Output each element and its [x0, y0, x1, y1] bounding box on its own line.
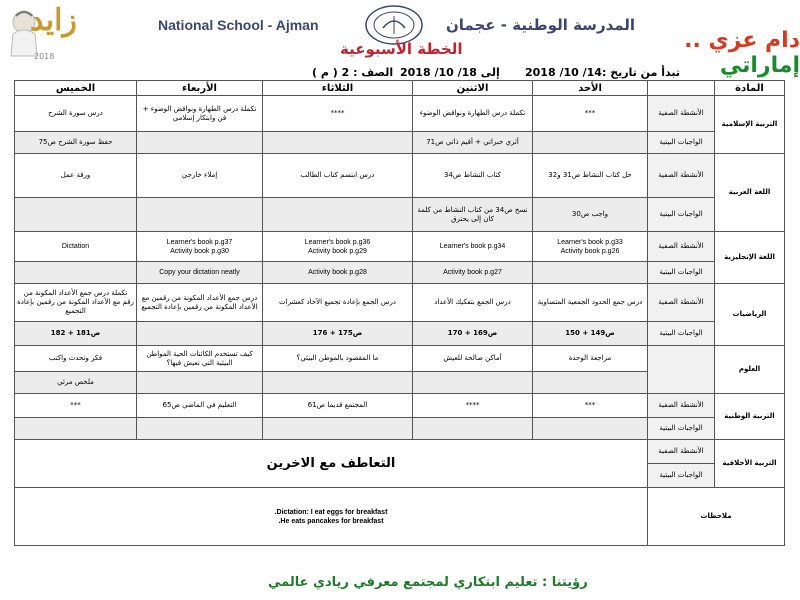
row-type-homework: الواجبات البيتية [648, 418, 715, 440]
english-act-sun-line2: Activity book p.g26 [560, 247, 620, 255]
islamic-act-thu: درس سورة الشرح [15, 96, 137, 132]
math-act-sun: درس جمع الحدود الجمعية المتساوية [533, 284, 648, 322]
math-hw-wed [137, 322, 263, 346]
row-type-homework: الواجبات البيتية [648, 262, 715, 284]
science-hw-thu: ملخص مرئي [15, 372, 137, 394]
english-act-wed-line1: Learner's book p.g37 [166, 238, 233, 246]
math-hw-mon: ص169 + 170 [413, 322, 533, 346]
vision-statement: رؤيتنا : تعليم ابتكاري لمجتمع معرفي ريادي عالمي [268, 575, 588, 590]
science-act-sun: مراجعة الوحدة [533, 346, 648, 372]
header-type [648, 81, 715, 96]
header-subject: المادة [715, 81, 785, 96]
zayed-logo-year: 2018 [34, 52, 55, 61]
row-type-activities: الأنشطة الصفية [648, 96, 715, 132]
arabic-act-sun: حل كتاب النشاط ص31 و32 [533, 154, 648, 198]
national-hw-tue [263, 418, 413, 440]
islamic-hw-mon: أثري خبراتي + أقيم ذاتي ص71 [413, 132, 533, 154]
islamic-hw-wed [137, 132, 263, 154]
notes-label: ملاحظات [648, 488, 785, 546]
math-act-thu: تكملة درس جمع الأعداد المكونة من رقم مع الأعداد المكونة من رقمين بإعادة التجميع [15, 284, 137, 322]
science-act-mon: أماكن صالحة للعيش [413, 346, 533, 372]
school-name-ar: المدرسة الوطنية - عجمان [446, 16, 636, 34]
row-type-activities: الأنشطة الصفية [648, 284, 715, 322]
arabic-hw-thu [15, 198, 137, 232]
english-hw-mon: Activity book p.g27 [413, 262, 533, 284]
science-type-cell [648, 346, 715, 394]
national-hw-wed [137, 418, 263, 440]
math-hw-thu: ص181 + 182 [15, 322, 137, 346]
math-hw-tue: ص175 + 176 [263, 322, 413, 346]
math-hw-sun: ص149 + 150 [533, 322, 648, 346]
national-act-mon: **** [413, 394, 533, 418]
science-hw-tue [263, 372, 413, 394]
islamic-act-wed: تكملة درس الطهارة ونواقض الوضوء + فن وابتكار إسلامي [137, 96, 263, 132]
slogan-part2: إماراتي [719, 53, 800, 78]
date-to: إلى 18/ 10/ 2018 [400, 66, 500, 79]
english-act-wed-line2: Activity book p.g30 [170, 247, 229, 255]
english-hw-tue: Activity book p.g28 [263, 262, 413, 284]
row-type-homework: الواجبات البيتية [648, 132, 715, 154]
school-name-en: National School - Ajman [158, 17, 319, 33]
row-type-activities: الأنشطة الصفية [648, 394, 715, 418]
row-type-homework: الواجبات البيتية [648, 198, 715, 232]
islamic-hw-tue [263, 132, 413, 154]
arabic-act-wed: إملاء خارجي [137, 154, 263, 198]
english-act-mon: Learner's book p.g34 [413, 232, 533, 262]
row-type-homework: الواجبات البيتية [648, 322, 715, 346]
notes-line-1: Dictation: I eat eggs for breakfast. [274, 508, 388, 516]
english-hw-sun [533, 262, 648, 284]
math-act-wed: درس جمع الأعداد المكونة من رقمين مع الأعداد المكونة من رقمين بإعادة التجميع [137, 284, 263, 322]
national-act-sun: *** [533, 394, 648, 418]
row-type-activities: الأنشطة الصفية [648, 154, 715, 198]
arabic-act-mon: كتاب النشاط ص34 [413, 154, 533, 198]
science-hw-sun [533, 372, 648, 394]
english-act-sun-line1: Learner's book p.g33 [557, 238, 623, 246]
islamic-hw-sun [533, 132, 648, 154]
subject-math: الرياضيات [715, 284, 785, 346]
moral-content: التعاطف مع الاخرين [15, 440, 648, 488]
subject-arabic: اللغة العربية [715, 154, 785, 232]
english-act-sun [533, 232, 648, 262]
subject-moral: التربية الأخلاقية [715, 440, 785, 488]
header-tue: الثلاثاء [263, 81, 413, 96]
national-act-thu: *** [15, 394, 137, 418]
english-act-tue-line1: Learner's book p.g36 [304, 238, 371, 246]
subject-national: التربية الوطنية [715, 394, 785, 440]
science-act-tue: ما المقصود بالموطن البيئي؟ [263, 346, 413, 372]
islamic-act-tue: **** [263, 96, 413, 132]
national-act-wed: التعليم في الماضي ص65 [137, 394, 263, 418]
arabic-hw-sun: واجب ص30 [533, 198, 648, 232]
english-hw-wed: Copy your dictation neatly [137, 262, 263, 284]
slogan-part1: دام عزي .. [684, 28, 800, 53]
date-from: تبدأ من تاريخ :14/ 10/ 2018 [525, 66, 680, 79]
national-hw-thu [15, 418, 137, 440]
weekly-plan-table [14, 80, 785, 546]
zayed-logo-text: زايد [30, 3, 77, 38]
science-act-thu: فكر وتحدث واكتب [15, 346, 137, 372]
notes-line-2: He eats pancakes for breakfast. [278, 517, 384, 525]
islamic-act-sun: *** [533, 96, 648, 132]
arabic-hw-tue [263, 198, 413, 232]
row-type-homework: الواجبات البيتية [648, 464, 715, 488]
row-type-activities: الأنشطة الصفية [648, 232, 715, 262]
arabic-act-tue: درس ابتسم كتاب الطالب [263, 154, 413, 198]
header-mon: الاثنين [413, 81, 533, 96]
science-act-wed: كيف تستخدم الكائنات الحية المواطن البيئية التي تعيش فيها؟ [137, 346, 263, 372]
english-act-thu: Dictation [15, 232, 137, 262]
notes-content [15, 488, 648, 546]
header-wed: الأربعاء [137, 81, 263, 96]
page-title: الخطة الأسبوعية [340, 40, 463, 58]
header-thu: الخميس [15, 81, 137, 96]
subject-islamic: التربية الإسلامية [715, 96, 785, 154]
arabic-act-thu: ورقة عمل [15, 154, 137, 198]
national-hw-mon [413, 418, 533, 440]
class-label: الصف : 2 ( م ) [312, 66, 394, 79]
header-sun: الأحد [533, 81, 648, 96]
english-hw-thu [15, 262, 137, 284]
english-act-tue-line2: Activity book p.g29 [308, 247, 367, 255]
national-act-tue: المجتمع قديما ص61 [263, 394, 413, 418]
islamic-act-mon: تكملة درس الطهارة ونواقض الوضوء [413, 96, 533, 132]
subject-science: العلوم [715, 346, 785, 394]
arabic-hw-mon: نسخ ص34 من كتاب النشاط من كلمة كان إلى يحترق [413, 198, 533, 232]
arabic-hw-wed [137, 198, 263, 232]
english-act-tue [263, 232, 413, 262]
science-hw-mon [413, 372, 533, 394]
english-act-wed [137, 232, 263, 262]
national-hw-sun [533, 418, 648, 440]
row-type-activities: الأنشطة الصفية [648, 440, 715, 464]
subject-english: اللغة الإنجليزية [715, 232, 785, 284]
science-hw-wed [137, 372, 263, 394]
math-act-tue: درس الجمع بإعادة تجميع الآحاد كعشرات [263, 284, 413, 322]
math-act-mon: درس الجمع بتفكيك الأعداد [413, 284, 533, 322]
islamic-hw-thu: حفظ سورة الشرح ص75 [15, 132, 137, 154]
